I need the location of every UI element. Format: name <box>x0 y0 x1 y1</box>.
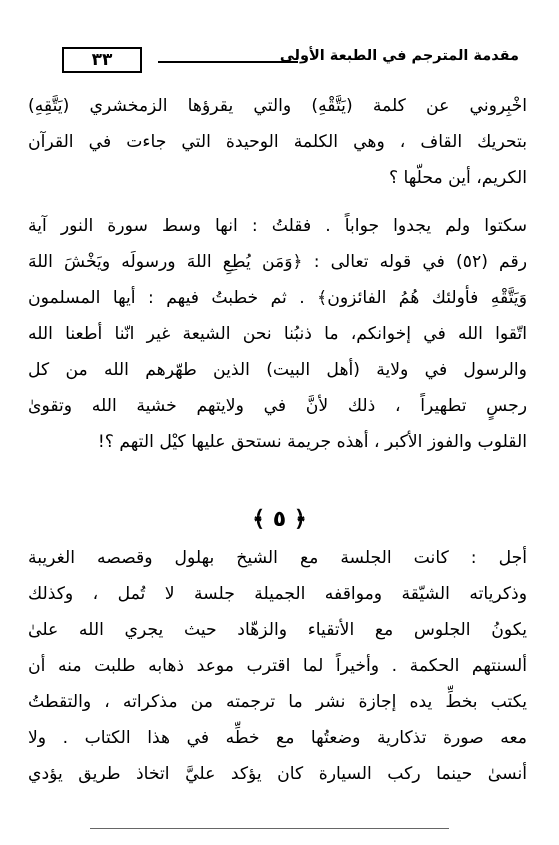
bottom-rule <box>90 828 449 829</box>
text-line: بتحريك القاف ، وهي الكلمة الوحيدة التي جاءت في القرآن <box>28 132 527 152</box>
running-title: مقدمة المترجم في الطبعة الأولى <box>279 48 519 64</box>
text-line: رجسٍ تطهيراً ، ذلك لأنَّ في ولايتهم خشية الله وتقوىٰ <box>28 396 527 416</box>
text-line: ألسنتهم الحكمة . وأخيراً لما اقترب موعد ذهابه طلبت منه أن <box>28 656 527 676</box>
text-line: وذكرياته الشيّقة ومواقفه الجميلة جلسة لا تُمل ، وكذلك <box>28 584 527 604</box>
page-header <box>50 46 519 76</box>
section-number: ﴿ ٥ ﴾ <box>252 507 307 532</box>
text-line: والرسول في ولاية (أهل البيت) الذين طهّرهم الله من كل <box>28 360 527 380</box>
text-line: يكونُ الجلوس مع الأتقياء والزهّاد حيث يجري الله علىٰ <box>28 620 527 640</box>
header-rule <box>158 61 298 63</box>
text-line: أنسىٰ حينما ركب السيارة كان يؤكد عليَّ اتخاذ طريق يؤدي <box>28 764 527 784</box>
text-line: وَيَتَّقْهِ فأولئك هُمُ الفائزون﴾ . ثم خطبتُ فيهم : أيها المسلمون <box>28 288 527 308</box>
text-line: اتّقوا الله في إخوانكم، ما ذنبُنا نحن الشيعة غير انّنا أطعنا الله <box>28 324 527 344</box>
text-line: اخْبِروني عن كلمة (يَتَّقْهِ) والتي يقرؤها الزمخشري (يَتَّقِهِ) <box>28 96 527 116</box>
text-line: معه صورة تذكارية وضعتُها مع خطِّه في هذا الكتاب . ولا <box>28 728 527 748</box>
text-line: سكتوا ولم يجدوا جواباً . فقلتُ : انها وسط سورة النور آية <box>28 216 527 236</box>
page-number: ٣٣ <box>62 47 142 73</box>
text-line: أجل : كانت الجلسة مع الشيخ بهلول وقصصه الغريبة <box>28 548 527 568</box>
text-line: يكتب بخطِّ يده إجازة نشر ما ترجمته من مذكراته ، والتقطتُ <box>28 692 527 712</box>
text-line: الكريم، أين محلّها ؟ <box>388 168 527 188</box>
text-line: القلوب والفوز الأكبر ، أهذه جريمة نستحق عليها كيْل التهم ؟! <box>97 432 527 452</box>
text-line: رقم (٥٢) في قوله تعالى : ﴿وَمَن يُطِعِ اللهَ ورسولَه ويَخْشَ اللهَ <box>28 252 527 272</box>
